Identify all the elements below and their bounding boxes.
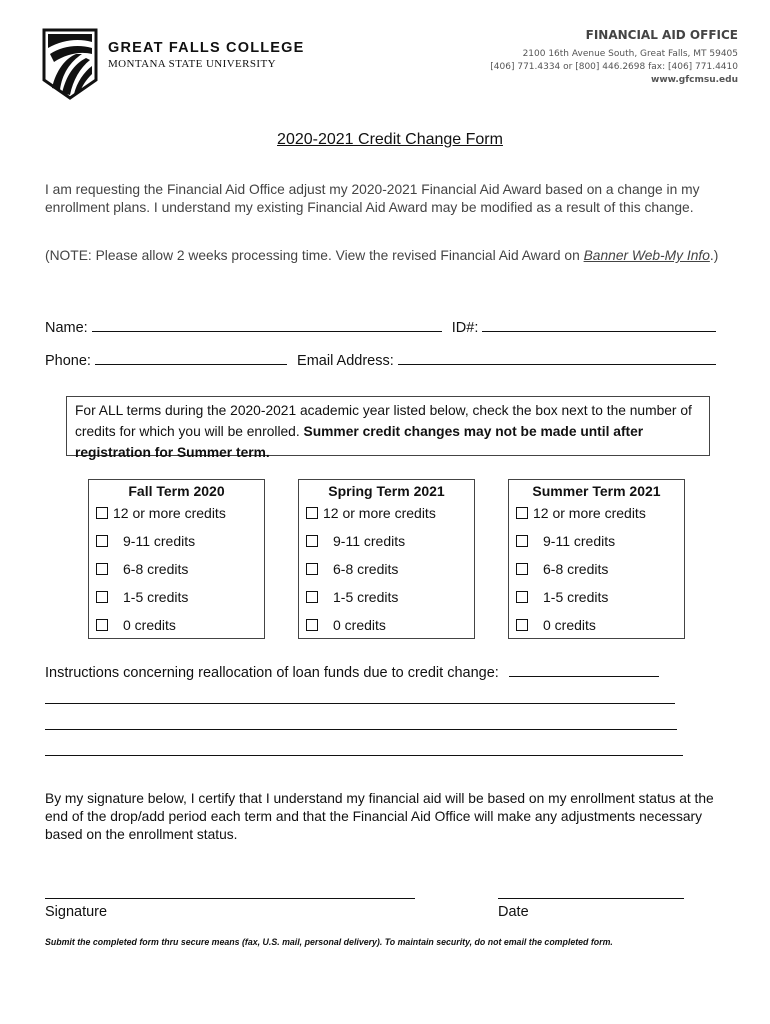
option-12-plus[interactable]	[96, 505, 226, 521]
checkbox[interactable]	[96, 535, 108, 547]
option-label: 1-5 credits	[123, 589, 189, 605]
processing-note	[45, 247, 735, 265]
date-label: Date	[498, 904, 529, 920]
term-title: Summer Term 2021	[532, 483, 661, 499]
university-name: MONTANA STATE UNIVERSITY	[108, 58, 276, 70]
loan-instructions-row	[45, 662, 659, 681]
option-6-8[interactable]	[516, 561, 608, 577]
email-label: Email Address:	[297, 353, 394, 369]
certification-paragraph: By my signature below, I certify that I understand my financial aid will be based on my enrollment status at the end of the drop/add period each term and that the Financial Aid Office will make any adjustments necessary based on the enrollment status.	[45, 791, 714, 842]
checkbox[interactable]	[516, 535, 528, 547]
checkbox[interactable]	[96, 619, 108, 631]
checkbox[interactable]	[516, 507, 528, 519]
option-12-plus[interactable]	[306, 505, 436, 521]
office-website: www.gfcmsu.edu	[651, 75, 738, 85]
option-9-11[interactable]	[96, 533, 195, 549]
term-title: Spring Term 2021	[328, 483, 445, 499]
name-field[interactable]	[92, 317, 442, 332]
checkbox[interactable]	[516, 619, 528, 631]
instructions-bold: Summer credit changes may not be made until after registration for Summer term.	[75, 424, 644, 460]
phone-field[interactable]	[95, 350, 287, 365]
option-12-plus[interactable]	[516, 505, 646, 521]
term-title: Fall Term 2020	[128, 483, 225, 499]
checkbox[interactable]	[306, 563, 318, 575]
name-label: Name:	[45, 320, 88, 336]
option-label: 9-11 credits	[123, 533, 196, 549]
checkbox[interactable]	[306, 591, 318, 603]
instructions-box	[66, 396, 710, 460]
id-label: ID#:	[451, 320, 479, 336]
id-field[interactable]	[482, 317, 716, 332]
option-1-5[interactable]	[306, 589, 398, 605]
signature-label: Signature	[45, 904, 108, 920]
office-title: FINANCIAL AID OFFICE	[585, 28, 738, 42]
option-label: 12 or more credits	[533, 505, 646, 521]
loan-instructions-label: Instructions concerning reallocation of loan funds due to credit change:	[45, 665, 499, 681]
checkbox[interactable]	[96, 591, 108, 603]
intro-paragraph: I am requesting the Financial Aid Office adjust my 2020-2021 Financial Aid Award based on a change in my enrollment plans. I understand my existing Financial Aid Award may be modified as a result of this change.	[45, 182, 700, 215]
banner-web-link[interactable]: Banner Web-My Info	[583, 248, 710, 263]
option-label: 9-11 credits	[543, 533, 616, 549]
office-address: 2100 16th Avenue South, Great Falls, MT 59405	[522, 49, 738, 59]
option-label: 12 or more credits	[113, 505, 226, 521]
date-line[interactable]	[498, 898, 684, 899]
office-contact-block	[490, 28, 738, 87]
term-box-fall	[88, 479, 265, 639]
option-label: 1-5 credits	[543, 589, 609, 605]
option-9-11[interactable]	[306, 533, 405, 549]
option-1-5[interactable]	[96, 589, 188, 605]
option-label: 6-8 credits	[123, 561, 189, 577]
option-9-11[interactable]	[516, 533, 615, 549]
option-label: 0 credits	[123, 617, 176, 633]
phone-label: Phone:	[45, 353, 91, 369]
option-0[interactable]	[96, 617, 176, 633]
option-label: 6-8 credits	[543, 561, 609, 577]
name-id-row	[45, 317, 716, 336]
option-label: 0 credits	[333, 617, 386, 633]
email-field[interactable]	[398, 350, 716, 365]
checkbox[interactable]	[306, 535, 318, 547]
note-suffix: .)	[709, 248, 719, 263]
option-0[interactable]	[516, 617, 596, 633]
option-6-8[interactable]	[96, 561, 188, 577]
option-6-8[interactable]	[306, 561, 398, 577]
option-label: 0 credits	[543, 617, 596, 633]
option-label: 12 or more credits	[323, 505, 436, 521]
phone-email-row	[45, 350, 716, 369]
checkbox[interactable]	[516, 591, 528, 603]
option-label: 6-8 credits	[333, 561, 399, 577]
loan-instructions-line[interactable]	[45, 755, 683, 756]
term-box-summer	[508, 479, 685, 639]
term-box-spring	[298, 479, 475, 639]
signature-line[interactable]	[45, 898, 415, 899]
form-title: 2020-2021 Credit Change Form	[277, 131, 503, 148]
checkbox[interactable]	[306, 507, 318, 519]
college-name: GREAT FALLS COLLEGE	[108, 40, 305, 56]
college-logo-icon	[42, 28, 98, 100]
checkbox[interactable]	[516, 563, 528, 575]
option-label: 1-5 credits	[333, 589, 399, 605]
option-label: 9-11 credits	[333, 533, 406, 549]
loan-instructions-line[interactable]	[45, 729, 677, 730]
checkbox[interactable]	[306, 619, 318, 631]
loan-instructions-field[interactable]	[509, 662, 659, 677]
checkbox[interactable]	[96, 563, 108, 575]
checkbox[interactable]	[96, 507, 108, 519]
option-0[interactable]	[306, 617, 386, 633]
office-phones: [406] 771.4334 or [800] 446.2698 fax: [406] 771.4410	[490, 62, 738, 72]
option-1-5[interactable]	[516, 589, 608, 605]
loan-instructions-line[interactable]	[45, 703, 675, 704]
submission-note: Submit the completed form thru secure means (fax, U.S. mail, personal delivery). To maintain security, do not email the completed form.	[45, 937, 613, 947]
instructions-text: For ALL terms during the 2020-2021 academic year listed below, check the box next to the number of credits for which you will be enrolled.	[75, 403, 692, 439]
note-prefix: (NOTE: Please allow 2 weeks processing time. View the revised Financial Aid Award on	[45, 248, 584, 263]
